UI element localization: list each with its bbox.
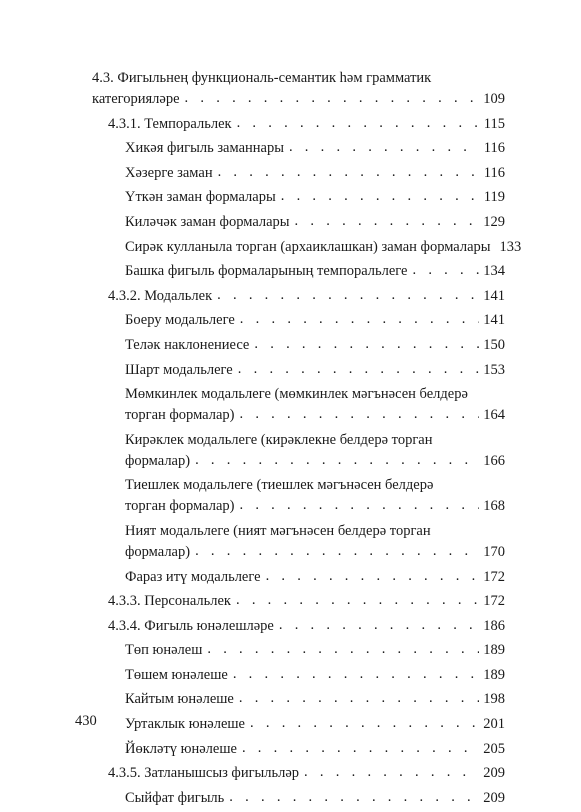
toc-entry <box>92 521 505 563</box>
dot-leader <box>233 664 479 685</box>
dot-leader <box>289 137 480 158</box>
toc-entry-page-number: 116 <box>483 140 505 157</box>
toc-entry <box>92 163 505 184</box>
toc-entry-title: торган формалар) <box>125 407 235 424</box>
dot-leader <box>239 688 479 709</box>
toc-entry <box>92 665 505 686</box>
toc-entry <box>92 335 505 356</box>
toc-entry-title-line: 4.3. Фигыльнең функциональ-семантик һәм грамматик <box>92 70 432 86</box>
dot-leader <box>254 334 479 355</box>
toc-entry-page-number: 153 <box>483 361 505 378</box>
toc-entry <box>92 138 505 159</box>
toc-entry-title: категорияләре <box>92 91 180 107</box>
dot-leader <box>207 639 479 660</box>
toc-entry-page-number: 201 <box>483 716 505 733</box>
toc-entry <box>92 788 505 809</box>
toc-entry-title: Хәзерге заман <box>125 164 213 181</box>
toc-entry-page-number: 116 <box>483 164 505 181</box>
dot-leader <box>279 615 479 636</box>
toc-entry-title: Шарт модальлеге <box>125 361 233 378</box>
dot-leader <box>195 450 479 471</box>
toc-entry <box>92 739 505 760</box>
toc-entry-title: Кайтым юнәлеше <box>125 691 234 708</box>
toc-entry <box>92 237 522 258</box>
toc-entry-title-line: Мөмкинлек модальлеге (мөмкинлек мәгънәсен белдерә <box>125 386 468 403</box>
toc-entry-page-number: 172 <box>483 568 505 585</box>
toc-entry <box>92 384 505 426</box>
toc-entry-title: формалар) <box>125 452 191 469</box>
dot-leader <box>195 541 479 562</box>
dot-leader <box>236 590 479 611</box>
toc-entry-page-number: 209 <box>483 765 505 782</box>
toc-entry-page-number: 198 <box>483 691 505 708</box>
toc-entry-page-number: 141 <box>483 312 505 329</box>
toc-entry <box>92 714 505 735</box>
toc-entry-title-line: Тиешлек модальлеге (тиешлек мәгънәсен белдерә <box>125 477 434 494</box>
toc-entry-title: торган формалар) <box>125 498 235 515</box>
dot-leader <box>185 88 480 109</box>
toc-entry-title-line: Кирәклек модальлеге (кирәклекне белдерә торган <box>125 431 433 448</box>
toc-entry <box>92 430 505 472</box>
toc-entry-page-number: 115 <box>483 115 505 132</box>
toc-entry-page-number: 168 <box>483 498 505 515</box>
dot-leader <box>242 738 479 759</box>
toc-entry-title: Сирәк кулланыла торган (архаиклашкан) заман формалары <box>125 238 491 255</box>
toc-entry-page-number: 172 <box>483 593 505 610</box>
table-of-contents <box>92 68 522 812</box>
toc-entry <box>92 187 505 208</box>
toc-entry-title: Боеру модальлеге <box>125 312 235 329</box>
toc-entry-title: Башка фигыль формаларының темпоральлеге <box>125 263 408 280</box>
toc-entry <box>92 310 505 331</box>
toc-entry <box>92 763 505 784</box>
toc-entry <box>92 475 505 517</box>
toc-entry <box>92 360 505 381</box>
toc-entry-page-number: 134 <box>483 263 505 280</box>
toc-entry-page-number: 170 <box>483 543 505 560</box>
toc-entry-title: Уртаклык юнәлеше <box>125 716 245 733</box>
dot-leader <box>238 359 480 380</box>
toc-entry-title: Теләк наклонениесе <box>125 336 250 353</box>
toc-entry-page-number: 119 <box>483 189 505 206</box>
toc-entry-page-number: 189 <box>483 666 505 683</box>
toc-entry-page-number: 166 <box>483 452 505 469</box>
toc-entry-title: Сыйфат фигыль <box>125 789 225 806</box>
toc-entry-page-number: 209 <box>483 789 505 806</box>
toc-entry-title: 4.3.4. Фигыль юнәлешләре <box>108 617 274 634</box>
toc-entry-page-number: 186 <box>483 617 505 634</box>
toc-entry-title: Фараз итү модальлеге <box>125 568 261 585</box>
toc-entry <box>92 616 505 637</box>
dot-leader <box>304 762 479 783</box>
toc-entry <box>92 640 505 661</box>
toc-entry-title: 4.3.5. Затланышсыз фигыльләр <box>108 765 300 782</box>
toc-entry-page-number: 189 <box>483 642 505 659</box>
dot-leader <box>412 260 479 281</box>
toc-entry-title: Киләчәк заман формалары <box>125 213 290 230</box>
toc-entry-title: Төп юнәлеш <box>125 642 203 659</box>
toc-entry <box>92 286 505 307</box>
dot-leader <box>266 566 480 587</box>
dot-leader <box>240 309 479 330</box>
toc-entry <box>92 261 505 282</box>
toc-entry-title: 4.3.3. Персональлек <box>108 593 231 610</box>
toc-entry-title: Йөкләтү юнәлеше <box>125 740 237 757</box>
page-number: 430 <box>75 713 97 729</box>
toc-entry-title: формалар) <box>125 543 191 560</box>
dot-leader <box>229 787 479 808</box>
toc-entry-page-number: 205 <box>483 740 505 757</box>
toc-entry-title: Хикәя фигыль заманнары <box>125 140 284 157</box>
toc-entry-title: 4.3.2. Модальлек <box>108 287 213 304</box>
dot-leader <box>218 162 480 183</box>
dot-leader <box>239 404 479 425</box>
dot-leader <box>295 211 480 232</box>
dot-leader <box>237 113 480 134</box>
toc-entry <box>92 68 505 110</box>
toc-entry <box>92 591 505 612</box>
toc-entry-page-number: 129 <box>483 213 505 230</box>
toc-entry <box>92 212 505 233</box>
dot-leader <box>281 186 480 207</box>
toc-entry-title-line: Ният модальлеге (ният мәгънәсен белдерә торган <box>125 522 431 539</box>
dot-leader <box>250 713 479 734</box>
toc-entry <box>92 567 505 588</box>
toc-entry <box>92 689 505 710</box>
toc-entry-page-number: 133 <box>499 238 522 255</box>
toc-entry-page-number: 150 <box>483 336 505 353</box>
dot-leader <box>239 495 479 516</box>
toc-entry-title: Үткән заман формалары <box>125 189 276 206</box>
dot-leader <box>217 285 479 306</box>
toc-entry-page-number: 141 <box>483 287 505 304</box>
toc-entry-page-number: 109 <box>483 91 505 107</box>
toc-entry <box>92 114 505 135</box>
toc-entry-page-number: 164 <box>483 407 505 424</box>
toc-entry-title: 4.3.1. Темпоральлек <box>108 115 232 132</box>
toc-entry-title: Төшем юнәлеше <box>125 666 228 683</box>
